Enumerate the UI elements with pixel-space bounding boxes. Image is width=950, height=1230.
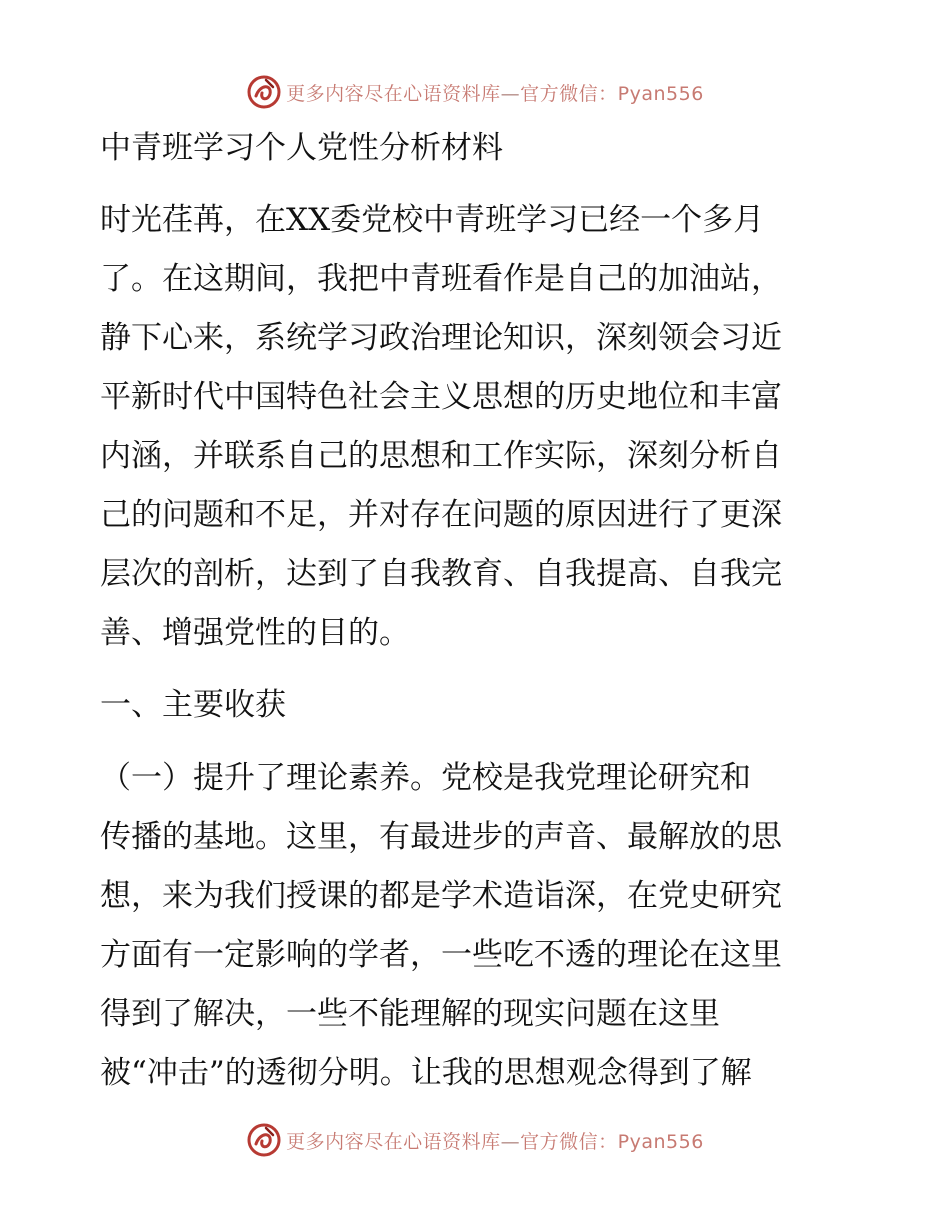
- watermark-contact-text: 官方微信：Pyan556: [520, 82, 704, 105]
- red-swirl-logo-icon: [246, 1122, 282, 1158]
- paragraph-line: （一）提升了理论素养。党校是我党理论研究和: [100, 760, 751, 796]
- watermark-dash: —: [500, 82, 521, 105]
- watermark-contact-text: 官方微信：Pyan556: [520, 1130, 704, 1153]
- paragraph-line: 静下心来，系统学习政治理论知识，深刻领会习近: [100, 320, 782, 356]
- watermark-text: [286, 79, 704, 106]
- paragraph-line: 了。在这期间，我把中青班看作是自己的加油站，: [100, 261, 782, 297]
- footer-watermark: [0, 1118, 950, 1162]
- paragraph-line: 传播的基地。这里，有最进步的声音、最解放的思: [100, 819, 782, 855]
- header-watermark: [0, 70, 950, 114]
- red-swirl-logo-icon: [246, 74, 282, 110]
- paragraph-line: 善、增强党性的目的。: [100, 615, 410, 651]
- paragraph-line: 内涵，并联系自己的思想和工作实际，深刻分析自: [100, 438, 782, 474]
- watermark-main-text: 更多内容尽在心语资料库: [286, 82, 501, 105]
- watermark-main-text: 更多内容尽在心语资料库: [286, 1130, 501, 1153]
- paragraph-line: 得到了解决，一些不能理解的现实问题在这里: [100, 996, 720, 1032]
- watermark-text: [286, 1127, 704, 1154]
- paragraph-line: 时光荏苒，在XX委党校中青班学习已经一个多月: [100, 202, 765, 238]
- watermark-dash: —: [500, 1130, 521, 1153]
- paragraph-line: 己的问题和不足，并对存在问题的原因进行了更深: [100, 497, 782, 533]
- paragraph-line: 被“冲击”的透彻分明。让我的思想观念得到了解: [100, 1055, 752, 1091]
- document-title: 中青班学习个人党性分析材料: [100, 130, 503, 166]
- paragraph-line: 想，来为我们授课的都是学术造诣深，在党史研究: [100, 878, 782, 914]
- paragraph-line: 平新时代中国特色社会主义思想的历史地位和丰富: [100, 379, 782, 415]
- section-heading: 一、主要收获: [100, 687, 286, 723]
- paragraph-line: 层次的剖析，达到了自我教育、自我提高、自我完: [100, 556, 782, 592]
- paragraph-line: 方面有一定影响的学者，一些吃不透的理论在这里: [100, 937, 782, 973]
